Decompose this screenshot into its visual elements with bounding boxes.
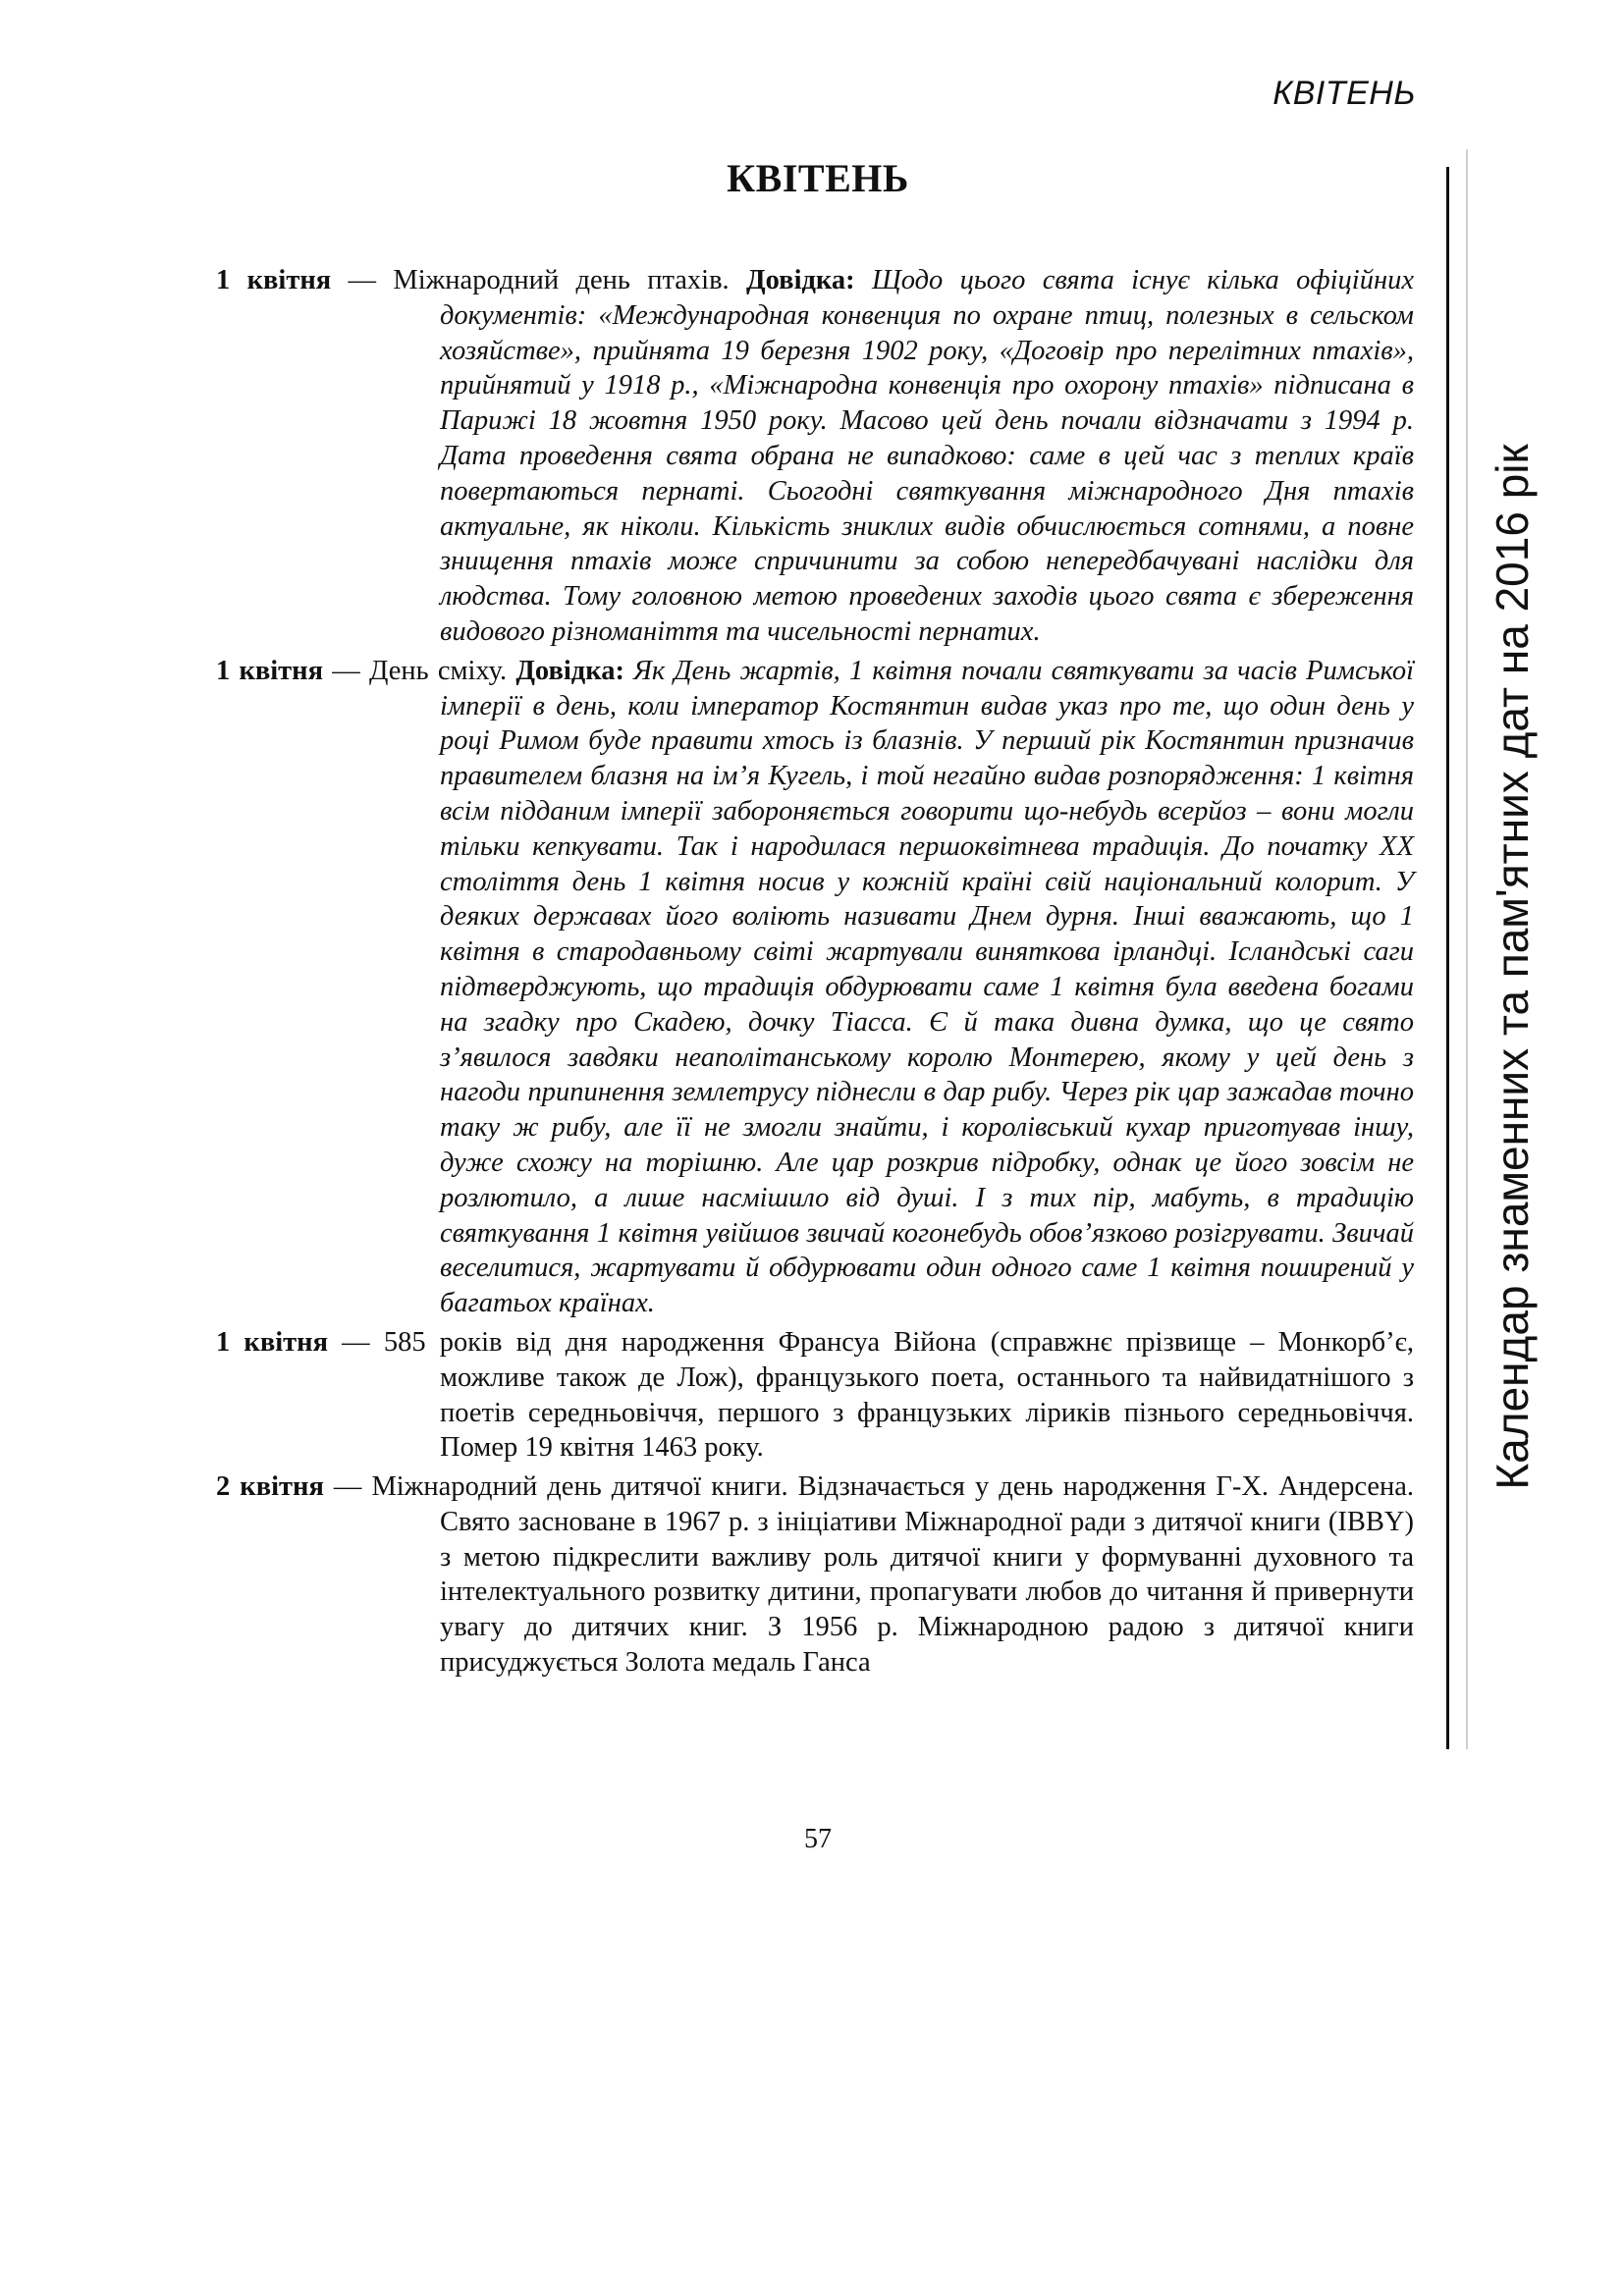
calendar-entry xyxy=(216,654,1414,1321)
entry-dash: — xyxy=(323,655,369,686)
entry-date: 2 квітня xyxy=(216,1471,324,1503)
entry-text: 585 років від дня народження Франсуа Війона (справжнє прізвище – Монкорб’є, можливе також де Лож), французького поета, останнього та найвидатнішого з поетів середньовіччя, першого з французьких ліриків пізнього середньовіччя. Помер 19 квітня 1463 року. xyxy=(383,1326,1414,1464)
side-rule xyxy=(1446,167,1449,1749)
entry-note-label: Довідка: xyxy=(515,655,624,686)
entry-paragraph xyxy=(216,1325,1414,1466)
entry-note: Як День жартів, 1 квітня почали святкувати за часів Римської імперії в день, коли імператор Костянтин видав указ про те, що один день у році Римом буде правити хтось із блазнів. У перший рік Костянтин призначив правителем блазня на ім’я Кугель, і той негайно видав розпорядження: 1 квітня всім підданим імперії забороняється говорити що-небудь всерйоз – вони могли тільки кепкувати. Так і народилася першоквітнева традиція. До початку XX століття день 1 квітня носив у кожній країні свій національний колорит. У деяких державах його воліють називати Днем дурня. Інші вважають, що 1 квітня в стародавньому світі жартували виняткова ірландці. Ісландські саги підтверджують, що традиція обдурювати саме 1 квітня була введена богами на згадку про Скадею, дочку Тіасса. Є й така дивна думка, що це свято з’явилося завдяки неаполітанському королю Монтерею, якому у цей день з нагоди припинення землетрусу піднесли в дар рибу. Через рік цар зажадав точно таку ж рибу, але її не змогли знайти, і королівський кухар приготував іншу, дуже схожу на торішню. Але цар розкрив підробку, однак це його зовсім не розлютило, а лише насмішило від душі. І з тих пір, мабуть, в традицію святкування 1 квітня увійшов звичай когонебудь обов’язково розігрувати. Звичай веселитися, жартувати й обдурювати один одного саме 1 квітня поширений у багатьох країнах. xyxy=(440,655,1415,1319)
entry-note-label: Довідка: xyxy=(746,265,855,295)
entry-date: 1 квітня xyxy=(216,265,332,295)
entry-date: 1 квітня xyxy=(216,1326,328,1358)
entry-paragraph xyxy=(216,1469,1414,1681)
entry-text: Міжнародний день дитячої книги. Відзначається у день народження Г-Х. Андерсена. Свято засноване в 1967 р. з ініціативи Міжнародної ради з дитячої книги (IBBY) з метою підкреслити важливу роль дитячої книги у формуванні духовного та інтелектуального розвитку дитини, пропагувати любов до читання й привернути увагу до дитячих книг. З 1956 р. Міжнародною радою з дитячої книги присуджується Золота медаль Ганса xyxy=(371,1471,1415,1679)
entry-paragraph xyxy=(216,654,1414,1321)
page-number: 57 xyxy=(804,1824,832,1854)
calendar-entries xyxy=(216,263,1414,1684)
entry-dash: — xyxy=(331,265,394,295)
entry-paragraph xyxy=(216,263,1414,650)
entry-date: 1 квітня xyxy=(216,655,324,686)
entry-dash: — xyxy=(323,1471,372,1503)
entry-text: День сміху. xyxy=(368,655,516,686)
calendar-entry xyxy=(216,263,1414,650)
entry-dash: — xyxy=(328,1326,384,1358)
entry-text: Міжнародний день птахів. xyxy=(393,265,747,295)
running-header: КВІТЕНЬ xyxy=(1272,75,1416,112)
calendar-entry xyxy=(216,1325,1414,1466)
entry-note: Щодо цього свята існує кілька офіційних документів: «Международная конвенция по охране птиц, полезных в сельском хозяйстве», прийнята 19 березня 1902 року, «Договір про перелітних птахів», прийнятий у 1918 р., «Міжнародна конвенція про охорону птахів» підписана в Парижі 18 жовтня 1950 року. Масово цей день почали відзначати з 1994 р. Дата проведення свята обрана не випадково: саме в цей час з теплих країв повертаються пернаті. Сьогодні святкування міжнародного Дня птахів актуальне, як ніколи. Кількість зниклих видів обчислюється сотнями, а повне знищення птахів може спричинити за собою непередбачувані наслідки для людства. Тому головною метою проведених заходів цього свята є збереження видового різноманіття та чисельності пернатих. xyxy=(440,265,1415,647)
page-title: КВІТЕНЬ xyxy=(727,156,909,200)
side-title: Календар знаменних та пам'ятних дат на 2016 рік xyxy=(1487,444,1538,1490)
side-rule-light xyxy=(1466,149,1468,1749)
calendar-entry xyxy=(216,1469,1414,1681)
